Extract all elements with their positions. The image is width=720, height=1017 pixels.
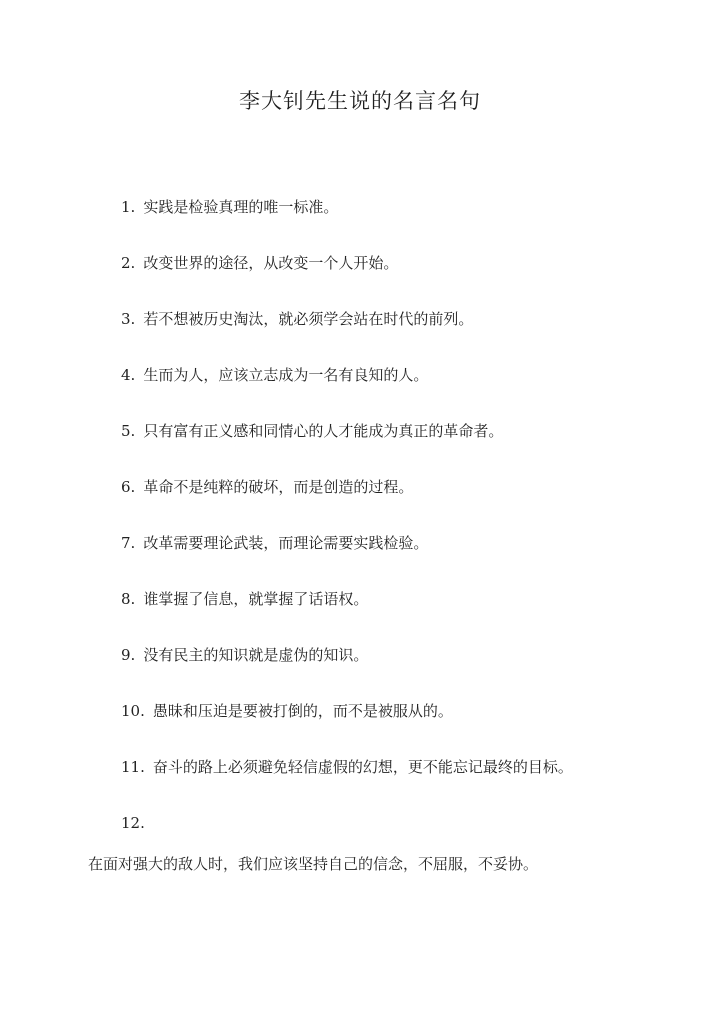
list-item	[121, 529, 573, 585]
list-item	[121, 417, 573, 473]
item-number: 1.	[121, 198, 136, 216]
list-item	[121, 641, 573, 697]
list-item	[121, 361, 573, 417]
quote-text: 奋斗的路上必须避免轻信虚假的幻想，更不能忘记最终的目标。	[152, 758, 573, 776]
quote-text: 实践是检验真理的唯一标准。	[143, 198, 339, 216]
item-number: 6.	[121, 478, 136, 496]
quote-text: 革命不是纯粹的破坏，而是创造的过程。	[143, 478, 414, 496]
item-number: 5.	[121, 422, 136, 440]
list-item	[121, 249, 573, 305]
page-title: 李大钊先生说的名言名句	[239, 89, 481, 113]
quote-text: 愚昧和压迫是要被打倒的，而不是被服从的。	[152, 702, 453, 720]
list-item	[121, 753, 573, 809]
list-item	[121, 473, 573, 529]
item-number: 2.	[121, 254, 136, 272]
quote-text: 改革需要理论武装，而理论需要实践检验。	[143, 534, 429, 552]
list-item	[121, 305, 573, 361]
list-item	[121, 697, 573, 753]
quote-list	[121, 193, 573, 865]
quote-12-text: 在面对强大的敌人时，我们应该坚持自己的信念，不屈服，不妥协。	[88, 855, 539, 873]
quote-text: 若不想被历史淘汰，就必须学会站在时代的前列。	[143, 310, 474, 328]
item-number: 4.	[121, 366, 136, 384]
item-number: 10.	[121, 702, 145, 720]
quote-text: 谁掌握了信息，就掌握了话语权。	[143, 590, 369, 608]
list-item	[121, 585, 573, 641]
item-number: 12.	[121, 814, 145, 832]
quote-text: 没有民主的知识就是虚伪的知识。	[143, 646, 369, 664]
item-number: 3.	[121, 310, 136, 328]
item-number: 9.	[121, 646, 136, 664]
list-item	[121, 193, 573, 249]
item-number: 11.	[121, 758, 145, 776]
quote-text: 改变世界的途径，从改变一个人开始。	[143, 254, 399, 272]
item-number: 7.	[121, 534, 136, 552]
item-number: 8.	[121, 590, 136, 608]
quote-text: 只有富有正义感和同情心的人才能成为真正的革命者。	[143, 422, 504, 440]
quote-text: 生而为人，应该立志成为一名有良知的人。	[143, 366, 429, 384]
